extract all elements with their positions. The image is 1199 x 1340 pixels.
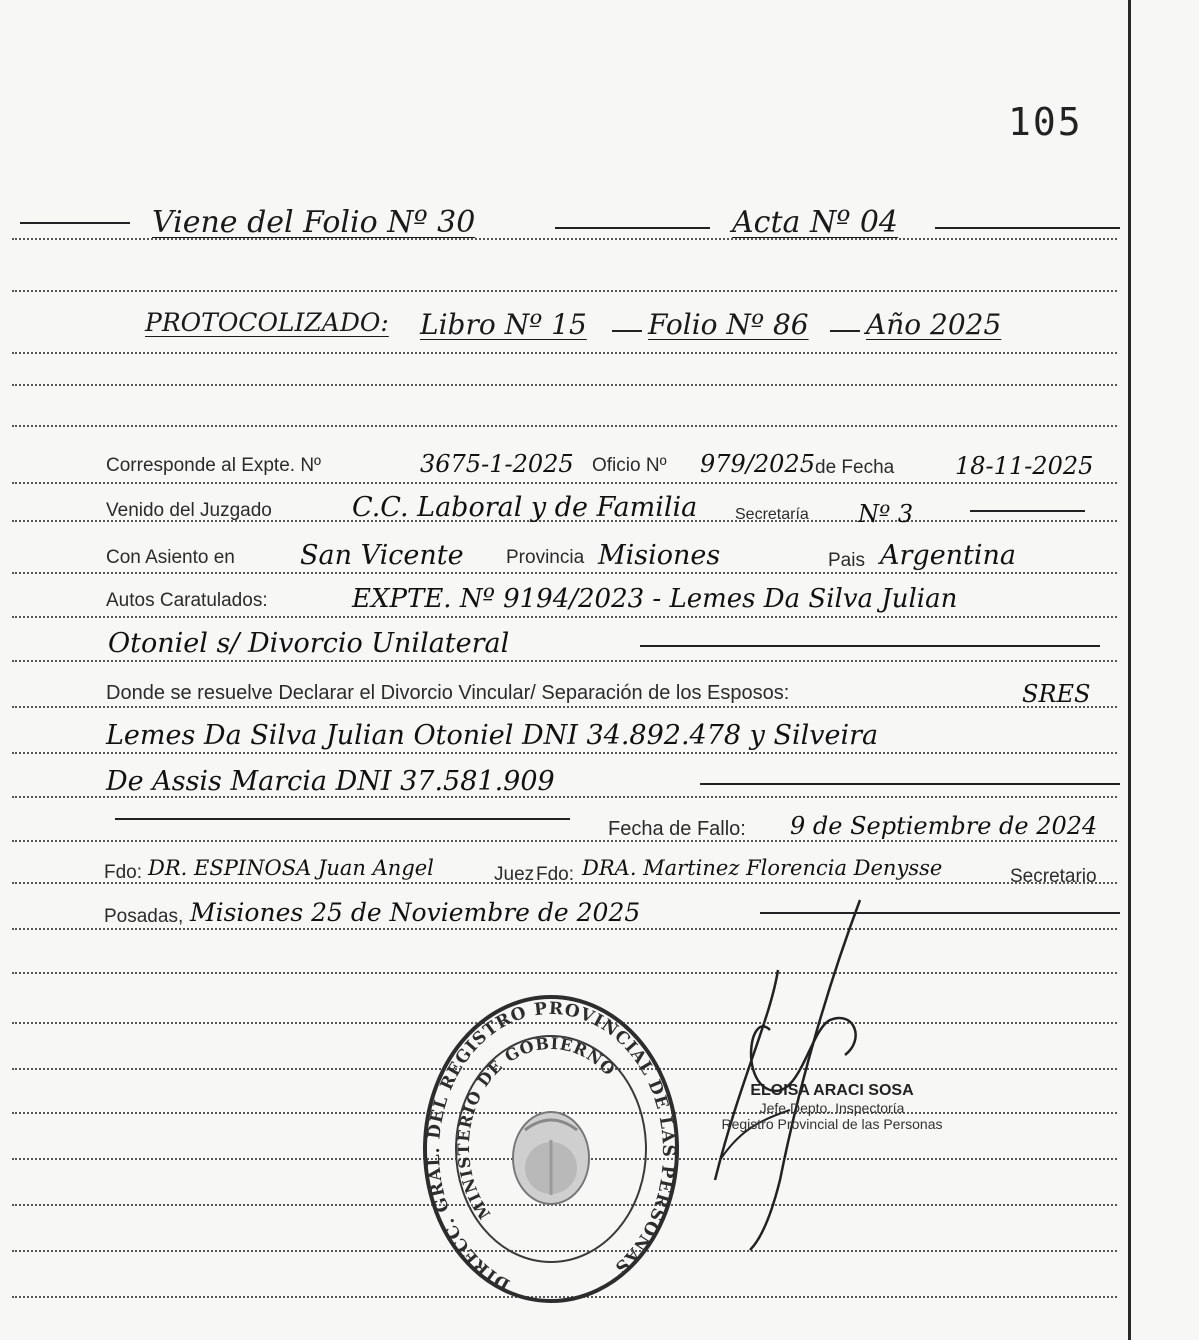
- ruled-line: [12, 840, 1117, 842]
- esposos-line1: Lemes Da Silva Julian Otoniel DNI 34.892.478 y Silveira: [106, 720, 879, 751]
- dash-line: [555, 227, 710, 229]
- signatory-block: [682, 1082, 982, 1132]
- stamp-inner-text: MINISTERIO DE GOBIERNO: [453, 1033, 620, 1223]
- donde-label: Donde se resuelve Declarar el Divorcio Vincular/ Separación de los Esposos:: [106, 682, 790, 704]
- acta-number: Acta Nº 04: [732, 205, 899, 240]
- dash-line: [970, 510, 1085, 512]
- page-right-border: [1128, 0, 1131, 1340]
- juez-value: DR. ESPINOSA Juan Angel: [148, 856, 434, 880]
- dash-line: [612, 330, 642, 332]
- coat-of-arms-icon: [513, 1112, 589, 1204]
- pais-value: Argentina: [880, 540, 1017, 571]
- dash-line: [830, 330, 860, 332]
- ruled-line: [12, 482, 1117, 484]
- ruled-line: [12, 290, 1117, 292]
- ruled-line: [12, 616, 1117, 618]
- fdo2-label: Fdo:: [536, 864, 575, 885]
- asiento-label: Con Asiento en: [106, 547, 235, 568]
- dash-line: [20, 222, 130, 224]
- fecha-fallo-label: Fecha de Fallo:: [608, 818, 746, 840]
- esposos-line2: De Assis Marcia DNI 37.581.909: [106, 766, 555, 797]
- secretario-value: DRA. Martinez Florencia Denysse: [582, 856, 943, 880]
- ruled-line: [12, 972, 1117, 974]
- juzgado-value: C.C. Laboral y de Familia: [352, 492, 698, 523]
- libro-number: Libro Nº 15: [420, 308, 587, 341]
- ruled-line: [12, 706, 1117, 708]
- signatory-name: ELOISA ARACI SOSA: [750, 1082, 914, 1099]
- secretario-label: Secretario: [1010, 866, 1097, 887]
- ruled-line: [12, 752, 1117, 754]
- venido-label: Venido del Juzgado: [106, 500, 272, 521]
- dash-line: [700, 783, 1120, 785]
- asiento-value: San Vicente: [300, 540, 464, 571]
- protocolizado-label: PROTOCOLIZADO:: [145, 308, 389, 337]
- expte-value: 3675-1-2025: [420, 450, 574, 478]
- ruled-line: [12, 425, 1117, 427]
- corresponde-label: Corresponde al Expte. Nº: [106, 455, 321, 476]
- oficio-label: Oficio Nº: [592, 455, 667, 476]
- posadas-label: Posadas,: [104, 906, 184, 927]
- folio-reference: Folio Nº 86: [648, 308, 809, 341]
- autos-label: Autos Caratulados:: [106, 590, 268, 611]
- ruled-line: [12, 928, 1117, 930]
- ruled-line: [12, 660, 1117, 662]
- fdo-label: Fdo:: [104, 862, 143, 883]
- secretaria-value: Nº 3: [858, 500, 914, 528]
- ruled-line: [12, 572, 1117, 574]
- fecha-label: de Fecha: [815, 457, 895, 478]
- official-stamp: [420, 990, 682, 1308]
- folio-number: 105: [1008, 100, 1083, 144]
- provincia-label: Provincia: [506, 547, 585, 568]
- fecha-value: 18-11-2025: [955, 452, 1094, 480]
- juez-label: Juez: [494, 864, 535, 885]
- posadas-value: Misiones 25 de Noviembre de 2025: [190, 898, 641, 927]
- pais-label: Pais: [828, 550, 865, 571]
- stamp-outer-text: DIRECC. GRAL. DEL REGISTRO PROVINCIAL DE LAS PERSONAS: [423, 998, 679, 1295]
- dash-line: [640, 645, 1100, 647]
- ruled-line: [12, 352, 1117, 354]
- secretaria-label: Secretaría: [735, 506, 809, 523]
- signature: [660, 880, 900, 1260]
- autos-value-line1: EXPTE. Nº 9194/2023 - Lemes Da Silva Julian: [352, 584, 958, 614]
- signatory-office: Registro Provincial de las Personas: [721, 1116, 943, 1132]
- viene-del-folio: Viene del Folio Nº 30: [152, 205, 476, 240]
- autos-value-line2: Otoniel s/ Divorcio Unilateral: [108, 628, 510, 659]
- dash-line: [115, 818, 570, 820]
- provincia-value: Misiones: [598, 540, 721, 571]
- sres: SRES: [1022, 680, 1091, 708]
- dash-line: [935, 227, 1120, 229]
- fecha-fallo-value: 9 de Septiembre de 2024: [790, 812, 1098, 840]
- signatory-role: Jefe Depto. Inspectoría: [759, 1100, 905, 1116]
- oficio-value: 979/2025: [700, 450, 815, 478]
- year: Año 2025: [866, 308, 1002, 341]
- ruled-line: [12, 384, 1117, 386]
